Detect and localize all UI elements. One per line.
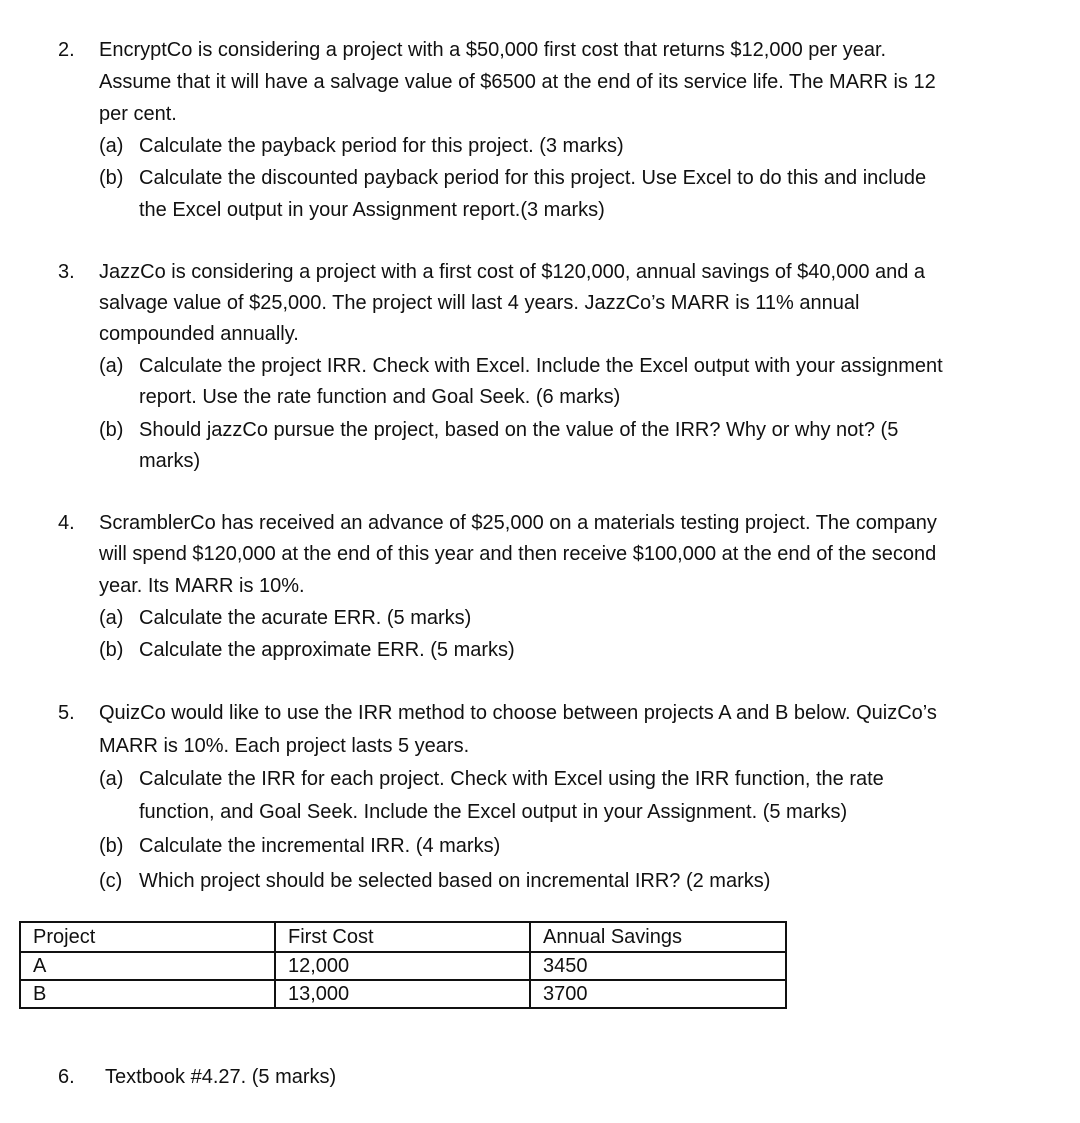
part-label: (c) [99,870,123,892]
question-stem-line: year. Its MARR is 10%. [99,575,305,597]
question-stem-line: JazzCo is considering a project with a first cost of $120,000, annual savings of $40,000 and a [99,261,926,283]
question-stem-line: per cent. [99,103,177,125]
part-text: Calculate the payback period for this project. (3 marks) [139,135,624,157]
question-stem-line: salvage value of $25,000. The project will last 4 years. JazzCo’s MARR is 11% annual [99,292,860,314]
part-label: (b) [99,419,124,441]
part-text: Calculate the project IRR. Check with Excel. Include the Excel output with your assignment [139,355,943,377]
part-text: Which project should be selected based on incremental IRR? (2 marks) [139,870,771,892]
part-text: Should jazzCo pursue the project, based on the value of the IRR? Why or why not? (5 [139,419,899,441]
part-text: the Excel output in your Assignment report.(3 marks) [139,199,605,221]
project-table [19,921,787,1009]
question-stem-line: Assume that it will have a salvage value of $6500 at the end of its service life. The MARR is 12 [99,71,936,93]
question-number: 5. [58,702,75,724]
table-cell: B [20,980,275,1008]
part-label: (b) [99,167,124,189]
part-text: marks) [139,450,201,472]
question-number: 6. [58,1066,75,1088]
table-cell: 13,000 [275,980,530,1008]
table-cell: 3700 [530,980,786,1008]
part-text: Calculate the discounted payback period for this project. Use Excel to do this and include [139,167,927,189]
part-label: (a) [99,355,124,377]
part-label: (a) [99,135,124,157]
part-label: (a) [99,607,124,629]
part-text: Calculate the incremental IRR. (4 marks) [139,835,501,857]
table-cell: A [20,952,275,980]
table-header-cell: First Cost [275,922,530,952]
table-header-cell: Project [20,922,275,952]
table-cell: 12,000 [275,952,530,980]
part-label: (a) [99,768,124,790]
part-label: (b) [99,639,124,661]
question-text: Textbook #4.27. (5 marks) [105,1066,337,1088]
part-text: Calculate the IRR for each project. Check with Excel using the IRR function, the rate [139,768,884,790]
question-stem-line: MARR is 10%. Each project lasts 5 years. [99,735,470,757]
part-label: (b) [99,835,124,857]
table-header-row [20,922,786,952]
question-stem-line: ScramblerCo has received an advance of $25,000 on a materials testing project. The company [99,512,937,534]
table-row [20,980,786,1008]
question-stem-line: will spend $120,000 at the end of this year and then receive $100,000 at the end of the second [99,543,937,565]
part-text: function, and Goal Seek. Include the Excel output in your Assignment. (5 marks) [139,801,848,823]
question-number: 2. [58,39,75,61]
question-stem-line: EncryptCo is considering a project with a $50,000 first cost that returns $12,000 per year. [99,39,887,61]
part-text: Calculate the acurate ERR. (5 marks) [139,607,472,629]
part-text: Calculate the approximate ERR. (5 marks) [139,639,515,661]
table-header-cell: Annual Savings [530,922,786,952]
table-row [20,952,786,980]
question-number: 4. [58,512,75,534]
part-text: report. Use the rate function and Goal Seek. (6 marks) [139,386,621,408]
question-number: 3. [58,261,75,283]
question-stem-line: QuizCo would like to use the IRR method to choose between projects A and B below. QuizCo’s [99,702,937,724]
table-cell: 3450 [530,952,786,980]
question-stem-line: compounded annually. [99,323,299,345]
